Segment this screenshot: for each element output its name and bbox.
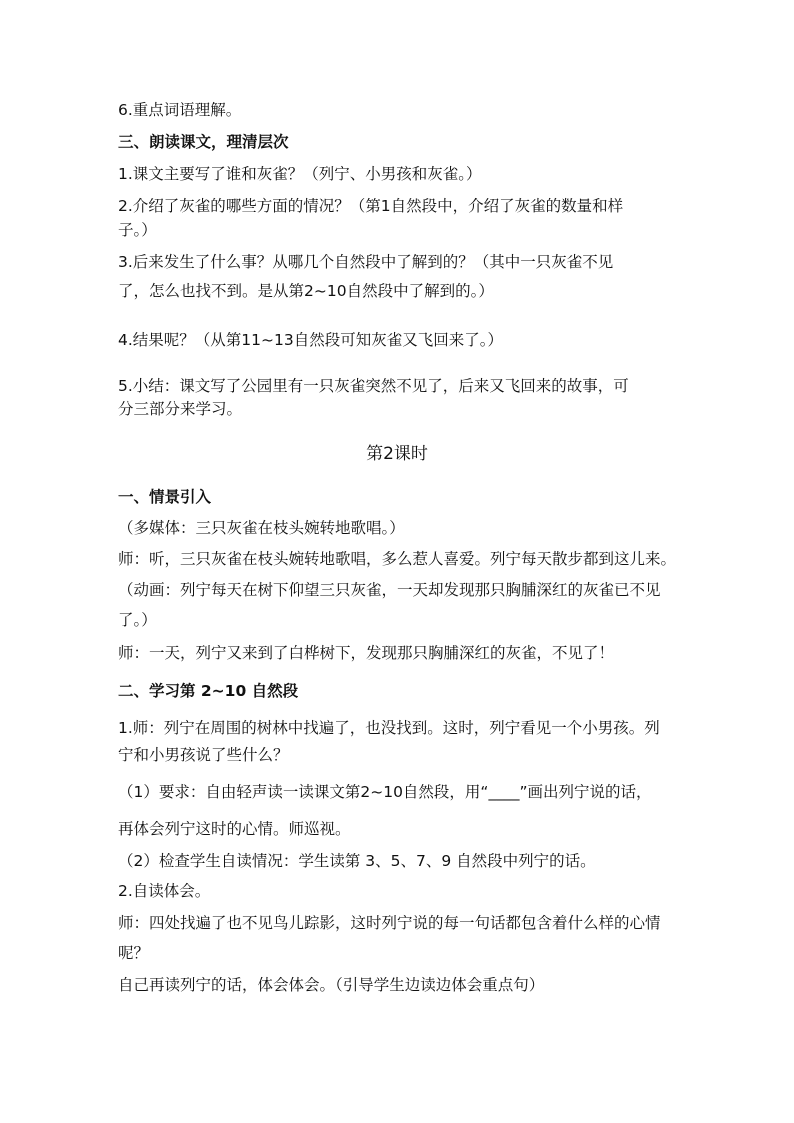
text-line-multimedia: （多媒体：三只灰雀在枝头婉转地歌唱。） bbox=[118, 519, 405, 537]
text-line-teacher-3-cont: 呢？ bbox=[118, 944, 150, 962]
section-heading-3: 三、朗读课文，理清层次 bbox=[118, 133, 289, 151]
text-line-requirement: （1）要求：自由轻声读一读课文第2~10自然段，用“____”画出列宁说的话， bbox=[118, 783, 652, 801]
text-line-point-6: 6.重点词语理解。 bbox=[118, 101, 242, 119]
text-line-teacher-1: 师：听，三只灰雀在枝头婉转地歌唱，多么惹人喜爱。列宁每天散步都到这儿来。 bbox=[118, 550, 677, 568]
text-line-study-1-cont: 宁和小男孩说了些什么？ bbox=[118, 746, 289, 764]
text-line-animation: （动画：列宁每天在树下仰望三只灰雀，一天却发现那只胸脯深红的灰雀已不见 bbox=[118, 581, 661, 599]
text-line-q4: 4.结果呢？（从第11~13自然段可知灰雀又飞回来了。） bbox=[118, 331, 503, 349]
text-line-q3-cont: 了，怎么也找不到。是从第2~10自然段中了解到的。） bbox=[118, 282, 494, 300]
section-heading-intro: 一、情景引入 bbox=[118, 488, 212, 506]
text-line-teacher-2: 师：一天，列宁又来到了白桦树下，发现那只胸脯深红的灰雀，不见了！ bbox=[118, 644, 615, 662]
text-line-q3: 3.后来发生了什么事？从哪几个自然段中了解到的？（其中一只灰雀不见 bbox=[118, 253, 614, 271]
text-line-study-1: 1.师：列宁在周围的树林中找遍了，也没找到。这时，列宁看见一个小男孩。列 bbox=[118, 719, 660, 737]
text-line-requirement-cont: 再体会列宁这时的心情。师巡视。 bbox=[118, 820, 351, 838]
text-line-check: （2）检查学生自读情况：学生读第 3、5、7、9 自然段中列宁的话。 bbox=[118, 852, 596, 870]
text-line-animation-cont: 了。） bbox=[118, 611, 157, 629]
text-line-q1: 1.课文主要写了谁和灰雀？（列宁、小男孩和灰雀。） bbox=[118, 165, 482, 183]
section-heading-study: 二、学习第 2~10 自然段 bbox=[118, 682, 299, 700]
text-line-reread: 自己再读列宁的话，体会体会。（引导学生边读边体会重点句） bbox=[118, 976, 545, 994]
text-line-teacher-3: 师：四处找遍了也不见鸟儿踪影，这时列宁说的每一句话都包含着什么样的心情 bbox=[118, 914, 661, 932]
text-line-q2: 2.介绍了灰雀的哪些方面的情况？（第1自然段中，介绍了灰雀的数量和样 bbox=[118, 197, 624, 215]
text-line-summary-cont: 分三部分来学习。 bbox=[118, 400, 243, 418]
lesson-title: 第2课时 bbox=[366, 444, 428, 464]
text-line-self-read: 2.自读体会。 bbox=[118, 882, 211, 900]
text-line-summary: 5.小结：课文写了公园里有一只灰雀突然不见了，后来又飞回来的故事，可 bbox=[118, 377, 629, 395]
text-line-q2-cont: 子。） bbox=[118, 221, 157, 239]
